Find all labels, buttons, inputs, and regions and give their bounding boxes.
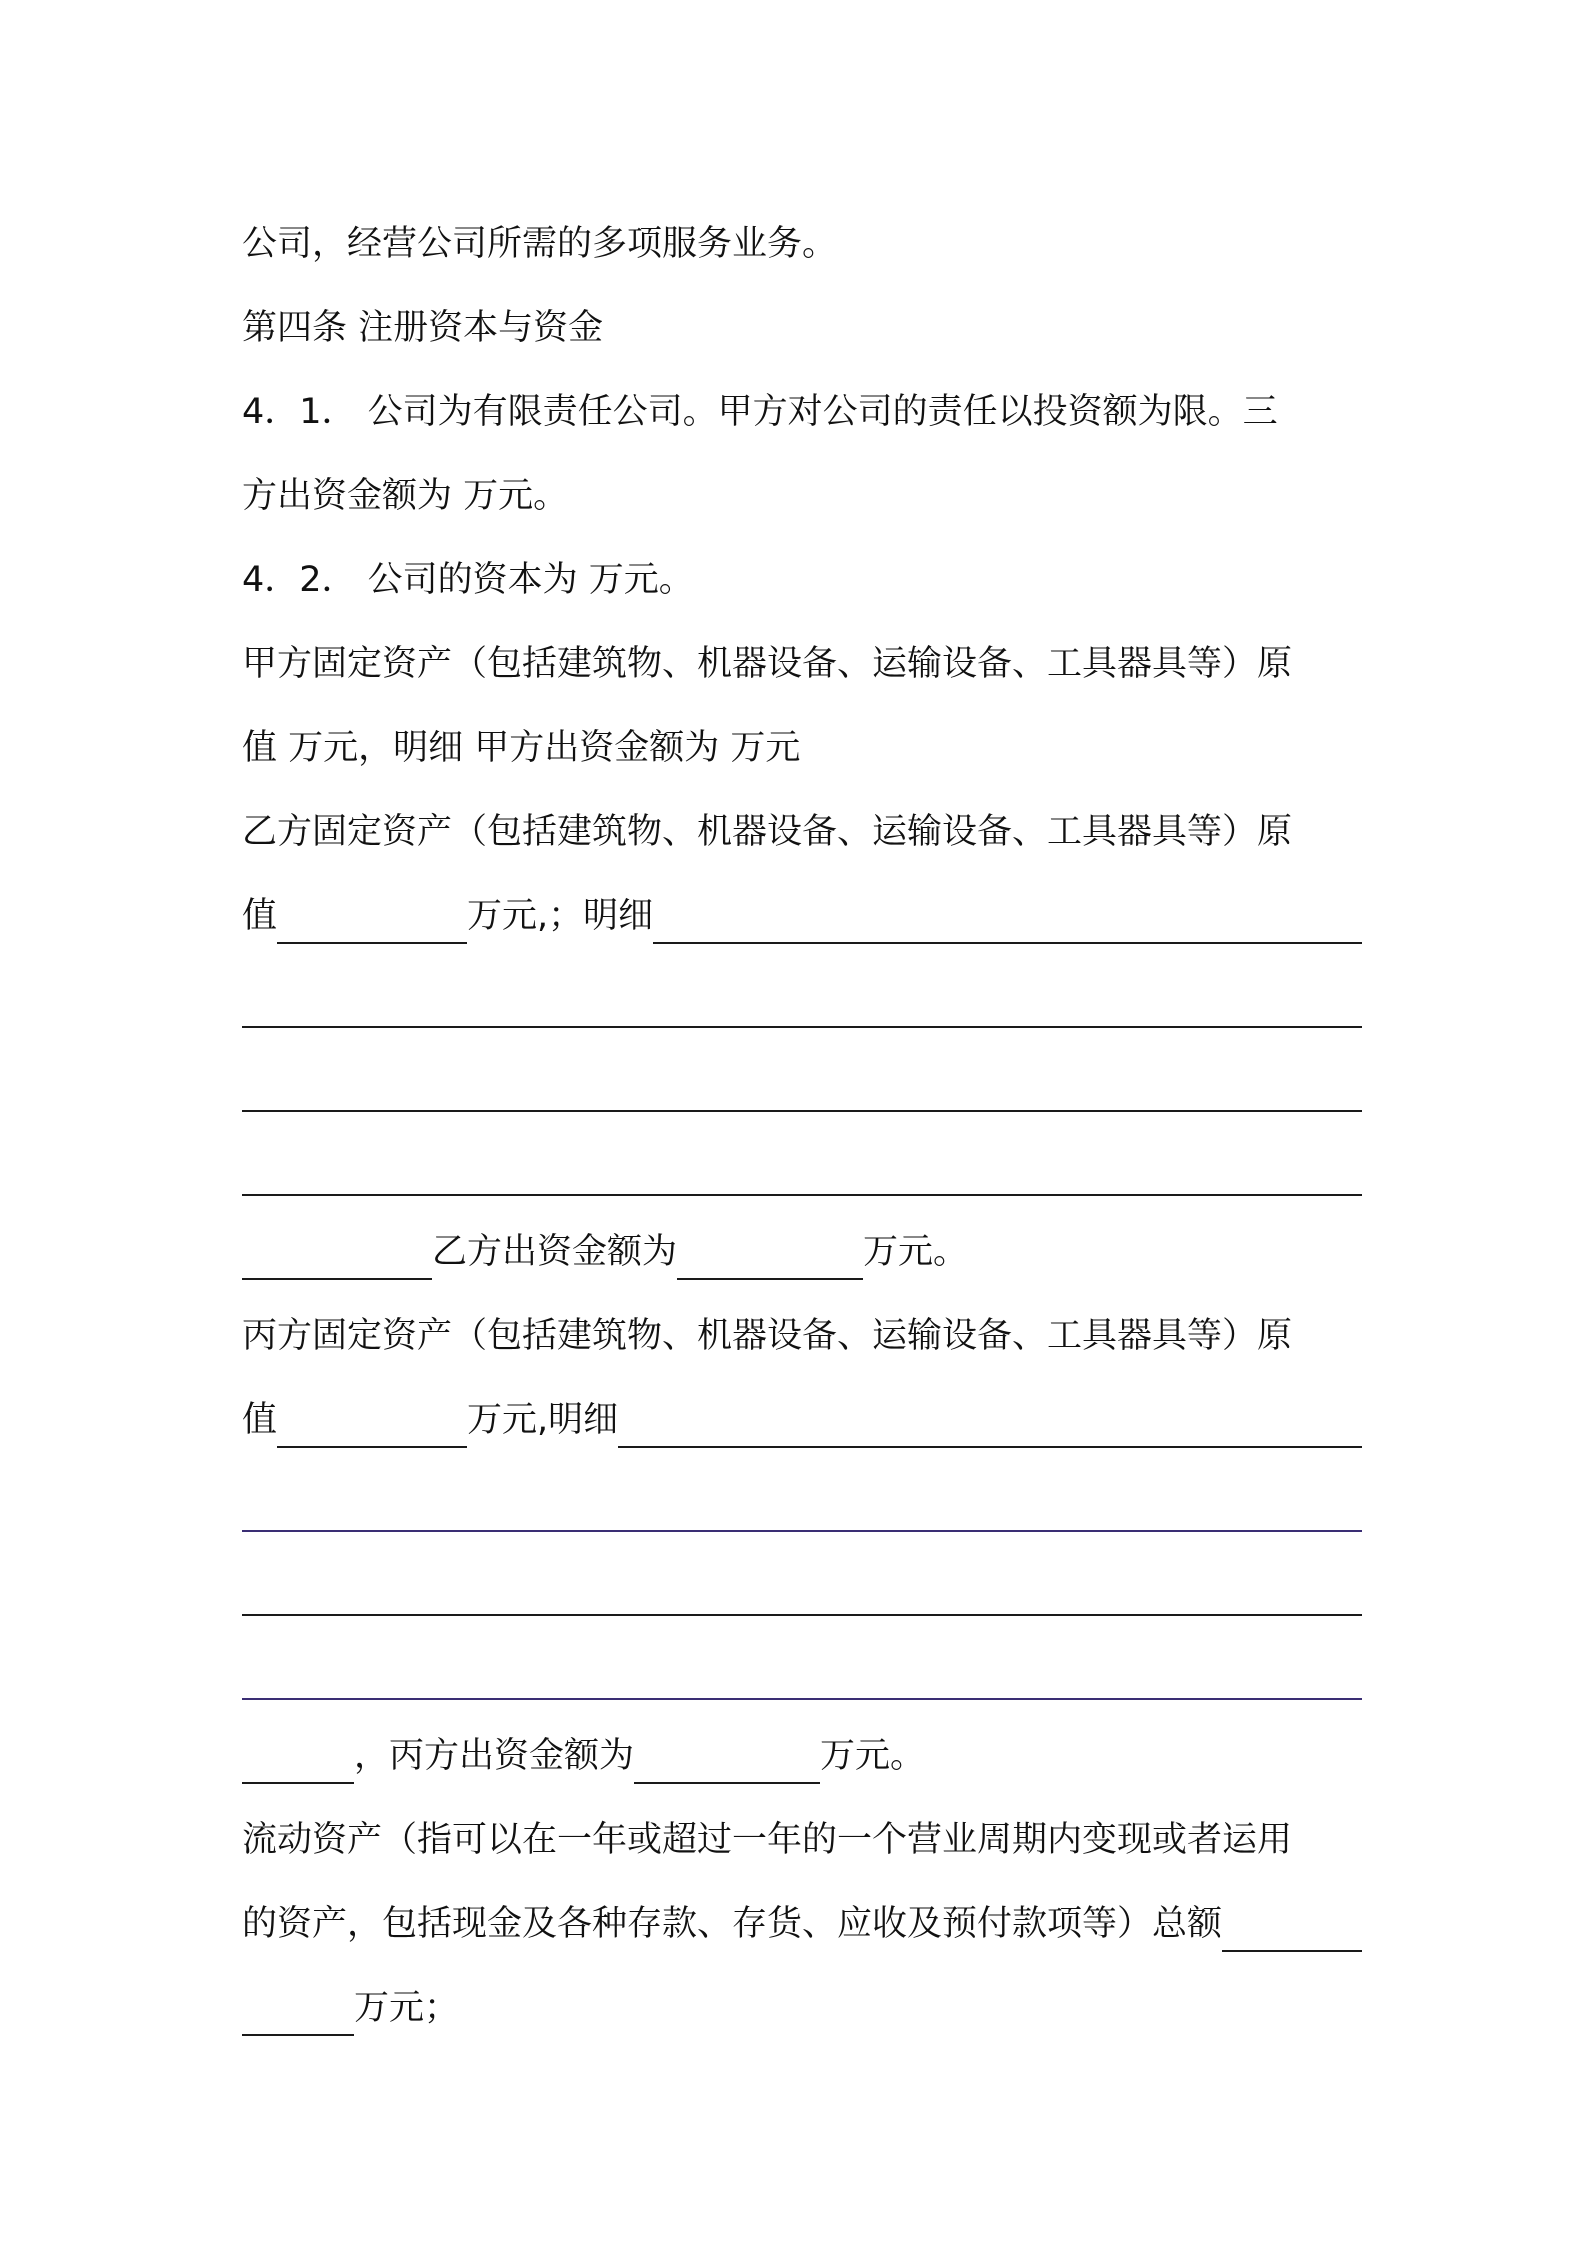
blank-line <box>242 1114 1362 1198</box>
blank-field[interactable] <box>242 1194 1362 1196</box>
paragraph-line <box>242 1870 1362 1954</box>
blank-field[interactable] <box>242 1614 1362 1616</box>
paragraph-line <box>242 1282 1362 1366</box>
paragraph-line <box>242 694 1362 778</box>
text-segment: 的资产，包括现金及各种存款、存货、应收及预付款项等）总额 <box>242 1904 1223 1944</box>
blank-field[interactable] <box>277 942 467 944</box>
paragraph-line <box>242 1786 1362 1870</box>
blank-line <box>242 1534 1362 1618</box>
party-a-assets-text: 甲方固定资产（包括建筑物、机器设备、运输设备、工具器具等）原 <box>242 644 1293 684</box>
text-segment: 方出资金额为 万元。 <box>242 476 569 516</box>
paragraph-line <box>242 526 1362 610</box>
blank-field[interactable] <box>677 1278 863 1280</box>
paragraph-line <box>242 862 1362 946</box>
blank-field[interactable] <box>618 1446 1362 1448</box>
blank-field[interactable] <box>242 1278 432 1280</box>
blank-line <box>242 1030 1362 1114</box>
text-segment: 万元,明细 <box>467 1400 619 1440</box>
paragraph-line <box>242 442 1362 526</box>
paragraph-line <box>242 610 1362 694</box>
paragraph-line <box>242 1366 1362 1450</box>
text-segment: 万元。 <box>863 1232 969 1272</box>
blank-line <box>242 946 1362 1030</box>
blank-field[interactable] <box>242 1530 1362 1532</box>
paragraph-line <box>242 778 1362 862</box>
paragraph-line <box>242 1702 1362 1786</box>
text-segment: 值 <box>242 1400 278 1440</box>
text-segment: 万元。 <box>820 1736 926 1776</box>
blank-field[interactable] <box>653 942 1362 944</box>
blank-field[interactable] <box>1222 1950 1362 1952</box>
blank-field[interactable] <box>277 1446 467 1448</box>
paragraph-line <box>242 358 1362 442</box>
text-segment: 值 万元，明细 甲方出资金额为 万元 <box>242 728 801 768</box>
clause-4-2: 4．2． 公司的资本为 万元。 <box>242 560 694 600</box>
blank-field[interactable] <box>242 1110 1362 1112</box>
paragraph-line <box>242 190 1362 274</box>
blank-field[interactable] <box>242 2034 354 2036</box>
party-c-assets-text: 丙方固定资产（包括建筑物、机器设备、运输设备、工具器具等）原 <box>242 1316 1293 1356</box>
party-b-assets-text: 乙方固定资产（包括建筑物、机器设备、运输设备、工具器具等）原 <box>242 812 1293 852</box>
paragraph-line <box>242 1198 1362 1282</box>
blank-field[interactable] <box>242 1026 1362 1028</box>
blank-field[interactable] <box>634 1782 820 1784</box>
text-segment: 万元,；明细 <box>467 896 654 936</box>
clause-4-1: 4．1． 公司为有限责任公司。甲方对公司的责任以投资额为限。三 <box>242 392 1278 432</box>
text-segment: 值 <box>242 896 278 936</box>
section-heading <box>242 274 1362 358</box>
text-segment: ，丙方出资金额为 <box>354 1736 635 1776</box>
blank-field[interactable] <box>242 1782 354 1784</box>
section-title: 第四条 注册资本与资金 <box>242 308 604 348</box>
text-segment: 公司，经营公司所需的多项服务业务。 <box>242 224 838 264</box>
blank-line <box>242 1618 1362 1702</box>
blank-field[interactable] <box>242 1698 1362 1700</box>
blank-line <box>242 1450 1362 1534</box>
text-segment: 乙方出资金额为 <box>432 1232 678 1272</box>
paragraph-line <box>242 1954 1362 2038</box>
current-assets-text: 流动资产（指可以在一年或超过一年的一个营业周期内变现或者运用 <box>242 1820 1293 1860</box>
text-segment: 万元； <box>354 1988 460 2028</box>
